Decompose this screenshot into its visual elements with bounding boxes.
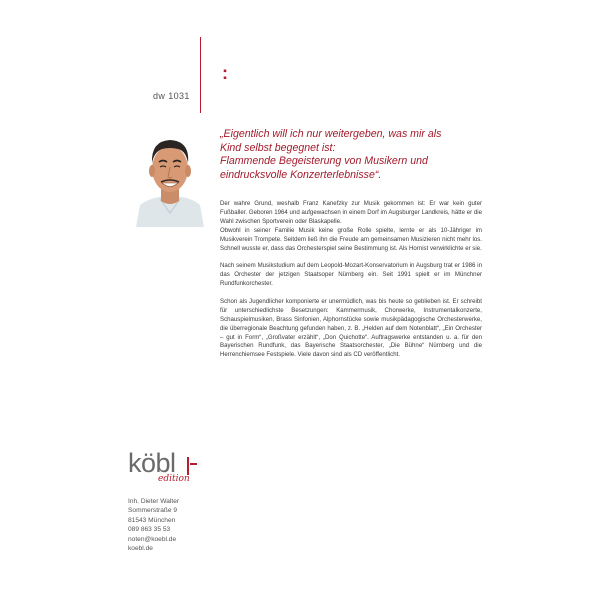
address-website[interactable]: koebl.de <box>128 545 153 553</box>
catalog-number: dw 1031 <box>153 91 190 101</box>
paragraph: Schon als Jugendlicher komponierte er unermüdlich, was bis heute so geblieben ist. Er schreibt für unterschiedlichste Besetzungen: Kammermusik, Chorwerke, Instrumentalkonzerte, Schauspielmusiken, Brass Sinfonien, Alphornstücke sowie musikpädagogische Orchesterwerke, die überregionale Beachtung gefunden haben, z. B. „Helden auf dem Notenblatt“, „Ein Orchester – gut in Form“, „Großvater erzählt“, „Don Quichotte“. Auftragswerke entstanden u. a. für den Bayerischen Rundfunk, das Bayerische Staatsorchester, „Die Bühne“ Nürnberg und die Herrenchiemsee Festspiele. Viele davon sind als CD veröffentlicht. <box>220 297 482 359</box>
paragraph: Obwohl in seiner Familie Musik keine große Rolle spielte, lernte er als 10-Jähriger im Musikverein Trompete. Seitdem ließ ihn die Freude am gemeinsamen Musizieren nicht mehr los. Schnell wusste er, dass das Orchesterspiel seine Bestimmung ist. Als Hornist verwirklichte er sie. <box>220 226 482 252</box>
quote-line: Flammende Begeisterung von Musikern und <box>220 155 428 168</box>
quote-line: Kind selbst begegnet ist: <box>220 141 336 154</box>
colon-mark: : <box>222 63 228 83</box>
quote-line: eindrucksvolle Konzerterlebnisse“. <box>220 168 382 181</box>
address-line: Inh. Dieter Walter <box>128 498 180 505</box>
address-line: 089 863 35 53 <box>128 526 171 534</box>
address-email[interactable]: noten@koebl.de <box>128 535 177 543</box>
quote-line: „Eigentlich will ich nur weitergeben, was mir als <box>220 128 442 140</box>
logo-accent-tick <box>190 463 197 465</box>
paragraph: Der wahre Grund, weshalb Franz Kanefzky zur Musik gekommen ist: Er war kein guter Fußballer. Geboren 1964 und aufgewachsen in einem Dorf im Augsburger Landkreis, hätte er die Wahl zwischen Sportverein oder Blaskapelle. <box>220 200 482 225</box>
address-line: 81543 München <box>128 516 176 524</box>
address-line: Sommerstraße 9 <box>128 507 178 515</box>
pull-quote <box>220 128 480 182</box>
publisher-logo <box>128 448 218 488</box>
portrait-illustration <box>134 127 206 227</box>
publisher-address <box>128 497 179 553</box>
portrait-photo <box>134 127 206 227</box>
vertical-rule <box>200 37 201 113</box>
logo-accent-bar <box>187 457 189 475</box>
paragraph: Nach seinem Musikstudium auf dem Leopold-Mozart-Konservatorium in Augsburg trat er 1986 in das Orchester der jetzigen Staatsoper Nürnberg ein. Seit 1991 spielt er im Münchner Rundfunkorchester. <box>220 262 482 288</box>
logo-subtitle: edition <box>158 474 190 484</box>
biography-text <box>220 200 482 369</box>
logo-wordmark: köbl <box>128 448 176 478</box>
